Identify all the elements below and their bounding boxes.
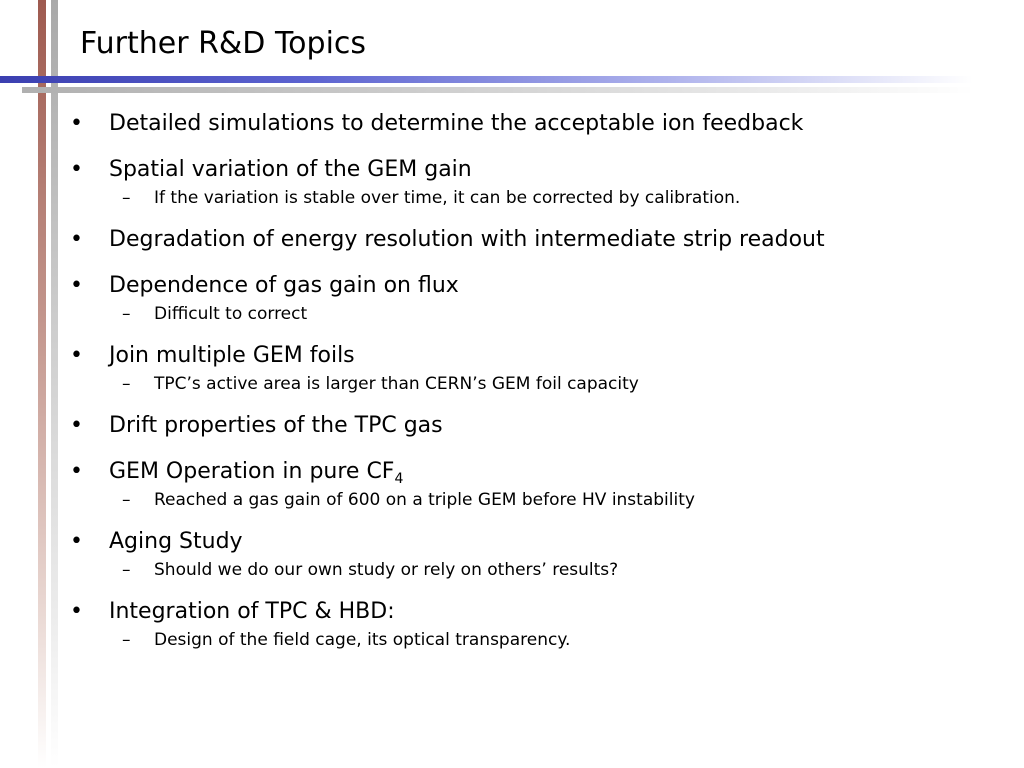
left-gray-decorative-bar — [51, 0, 58, 768]
bullet-text: GEM Operation in pure CF — [109, 459, 395, 484]
bullet-item — [70, 456, 1010, 512]
sub-bullet-item — [109, 372, 1010, 396]
sub-bullet-text: Should we do our own study or rely on others’ results? — [154, 560, 619, 580]
sub-bullet-list — [109, 488, 1010, 512]
sub-bullet-list — [109, 558, 1010, 582]
sub-bullet-list — [109, 302, 1010, 326]
left-red-decorative-bar — [38, 0, 46, 768]
sub-bullet-item — [109, 558, 1010, 582]
bullet-item — [70, 410, 1010, 442]
bullet-text: Degradation of energy resolution with intermediate strip readout — [109, 227, 825, 252]
dash-icon: – — [122, 188, 131, 208]
sub-bullet-text: If the variation is stable over time, it can be corrected by calibration. — [154, 188, 741, 208]
sub-bullet-item — [109, 186, 1010, 210]
bullet-item — [70, 340, 1010, 396]
bullet-text: Drift properties of the TPC gas — [109, 413, 443, 438]
dash-icon: – — [122, 490, 131, 510]
bullet-list — [70, 108, 1010, 666]
sub-bullet-text: Design of the field cage, its optical transparency. — [154, 630, 571, 650]
bullet-text: Integration of TPC & HBD: — [109, 599, 395, 624]
bullet-item — [70, 270, 1010, 326]
bullet-icon: • — [70, 273, 83, 298]
bullet-item — [70, 154, 1010, 210]
bullet-icon: • — [70, 529, 83, 554]
dash-icon: – — [122, 304, 131, 324]
sub-bullet-list — [109, 186, 1010, 210]
slide-title: Further R&D Topics — [80, 26, 367, 61]
bullet-item — [70, 596, 1010, 652]
sub-bullet-text: Reached a gas gain of 600 on a triple GEM before HV instability — [154, 490, 695, 510]
bullet-icon: • — [70, 343, 83, 368]
bullet-icon: • — [70, 599, 83, 624]
sub-bullet-item — [109, 302, 1010, 326]
bullet-text: Detailed simulations to determine the acceptable ion feedback — [109, 111, 804, 136]
bullet-text: Dependence of gas gain on flux — [109, 273, 459, 298]
bullet-text: Spatial variation of the GEM gain — [109, 157, 472, 182]
bullet-text: Aging Study — [109, 529, 243, 554]
title-blue-underline-bar — [0, 76, 1024, 83]
bullet-item — [70, 224, 1010, 256]
sub-bullet-item — [109, 488, 1010, 512]
bullet-item — [70, 108, 1010, 140]
sub-bullet-item — [109, 628, 1010, 652]
bullet-icon: • — [70, 111, 83, 136]
dash-icon: – — [122, 630, 131, 650]
subscript-text: 4 — [394, 471, 404, 487]
sub-bullet-list — [109, 628, 1010, 652]
sub-bullet-text: TPC’s active area is larger than CERN’s GEM foil capacity — [154, 374, 639, 394]
bullet-text: Join multiple GEM foils — [109, 343, 355, 368]
title-gray-underline-bar — [22, 87, 1024, 93]
bullet-item — [70, 526, 1010, 582]
bullet-icon: • — [70, 413, 83, 438]
bullet-icon: • — [70, 459, 83, 484]
bullet-icon: • — [70, 157, 83, 182]
sub-bullet-text: Difficult to correct — [154, 304, 308, 324]
dash-icon: – — [122, 374, 131, 394]
dash-icon: – — [122, 560, 131, 580]
sub-bullet-list — [109, 372, 1010, 396]
bullet-icon: • — [70, 227, 83, 252]
